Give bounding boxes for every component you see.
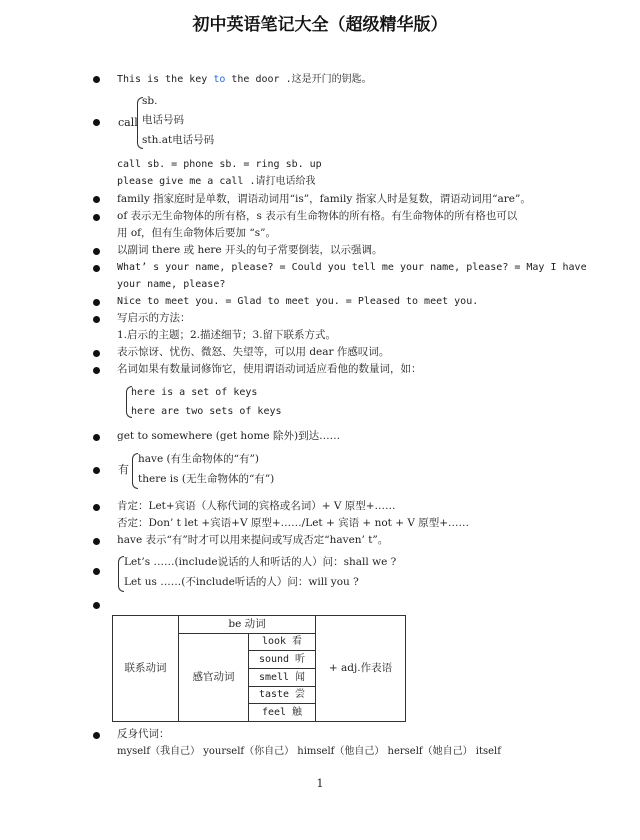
call-option-phone: 电话号码 xyxy=(142,114,184,126)
you-label: 有 xyxy=(118,463,129,476)
bullet xyxy=(93,434,100,441)
keys-example-2: here are two sets of keys xyxy=(131,406,282,417)
note-quantity: 名词如果有数量词修饰它，使用谓语动词适应看他的数量词，如： xyxy=(117,363,422,375)
lets-option-2: Let us ……(不include听话的人）问：will you ? xyxy=(124,576,359,588)
note-name-line2: your name, please? xyxy=(117,279,226,290)
reflexive-title: 反身代词： xyxy=(117,728,170,740)
call-give: please give me a call .请打电话给我 xyxy=(117,176,316,187)
let-positive: 肯定：Let+宾语（人称代词的宾格或名词）+ V 原型+…… xyxy=(117,500,396,512)
note-of-line2: 用 of，但有生命物体后要加 “s”。 xyxy=(117,227,277,239)
bullet xyxy=(93,119,100,126)
cell-be-verb: be 动词 xyxy=(179,616,316,634)
note-family: family 指家庭时是单数，谓语动词用“is”，family 指家人时是复数，谓语动词用“are”。 xyxy=(117,193,531,205)
let-negative: 否定：Don’ t let +宾语+V 原型+……/Let + 宾语 + not + V 原型+…… xyxy=(117,517,470,529)
key-to-highlight: to xyxy=(213,74,226,85)
key-post: the door .这是开门的钥匙。 xyxy=(225,74,372,85)
bullet xyxy=(93,504,100,511)
bullet xyxy=(93,467,100,474)
cell-verb: look 看 xyxy=(249,633,316,651)
page-title: 初中英语笔记大全（超级精华版） xyxy=(192,15,448,35)
note-of-line1: of 表示无生命物体的所有格，s 表示有生命物体的所有格。有生命物体的所有格也可以 xyxy=(117,210,518,222)
bullet xyxy=(93,265,100,272)
bullet xyxy=(93,538,100,545)
cell-adj-predicate: + adj.作表语 xyxy=(316,616,406,722)
cell-verb: taste 尝 xyxy=(249,686,316,704)
note-notice-body: 1.启示的主题；2.描述细节；3.留下联系方式。 xyxy=(117,329,337,341)
page-number: 1 xyxy=(316,777,324,790)
bullet xyxy=(93,196,100,203)
note-key-to-door xyxy=(117,72,372,87)
bullet xyxy=(93,316,100,323)
bullet xyxy=(93,248,100,255)
bullet xyxy=(93,299,100,306)
bullet xyxy=(93,602,100,609)
cell-sense-verb: 感官动词 xyxy=(179,633,249,721)
note-get-to: get to somewhere (get home 除外)到达…… xyxy=(117,430,341,442)
note-name-line1: What’ s your name, please? = Could you tell me your name, please? = May I have xyxy=(117,262,587,273)
have-option-1: have (有生命物体的“有”) xyxy=(138,453,259,465)
call-label: call xyxy=(118,116,138,129)
reflexive-list: myself（我自己） yourself（你自己） himself（他自己） herself（她自己） itself xyxy=(117,746,501,757)
linking-verb-table xyxy=(112,615,406,722)
bullet xyxy=(93,214,100,221)
note-have-question: have 表示“有”时才可以用来提问或写成否定“haven’ t”。 xyxy=(117,534,389,546)
note-nice: Nice to meet you. = Glad to meet you. = Pleased to meet you. xyxy=(117,296,479,307)
keys-example-1: here is a set of keys xyxy=(131,387,258,398)
cell-verb: feel 触 xyxy=(249,704,316,722)
have-option-2: there is (无生命物体的“有”) xyxy=(138,473,275,485)
bullet xyxy=(93,367,100,374)
cell-verb: sound 听 xyxy=(249,651,316,669)
call-option-sth: sth.at电话号码 xyxy=(142,134,215,146)
key-pre: This is the key xyxy=(117,74,214,85)
cell-linking-verb: 联系动词 xyxy=(113,616,179,722)
bullet xyxy=(93,350,100,357)
note-dear: 表示惊讶、忧伤、微怒、失望等，可以用 dear 作感叹词。 xyxy=(117,346,390,358)
bullet xyxy=(93,732,100,739)
note-there-here: 以副词 there 或 here 开头的句子常要倒装，以示强调。 xyxy=(117,244,383,256)
note-notice-title: 写启示的方法： xyxy=(117,312,191,324)
cell-verb: smell 闻 xyxy=(249,668,316,686)
call-option-sb: sb. xyxy=(142,95,158,107)
lets-option-1: Let’s ……(include说话的人和听话的人）问：shall we ? xyxy=(124,556,397,568)
call-equivalents: call sb. = phone sb. = ring sb. up xyxy=(117,159,322,170)
bullet xyxy=(93,76,100,83)
bullet xyxy=(93,568,100,575)
